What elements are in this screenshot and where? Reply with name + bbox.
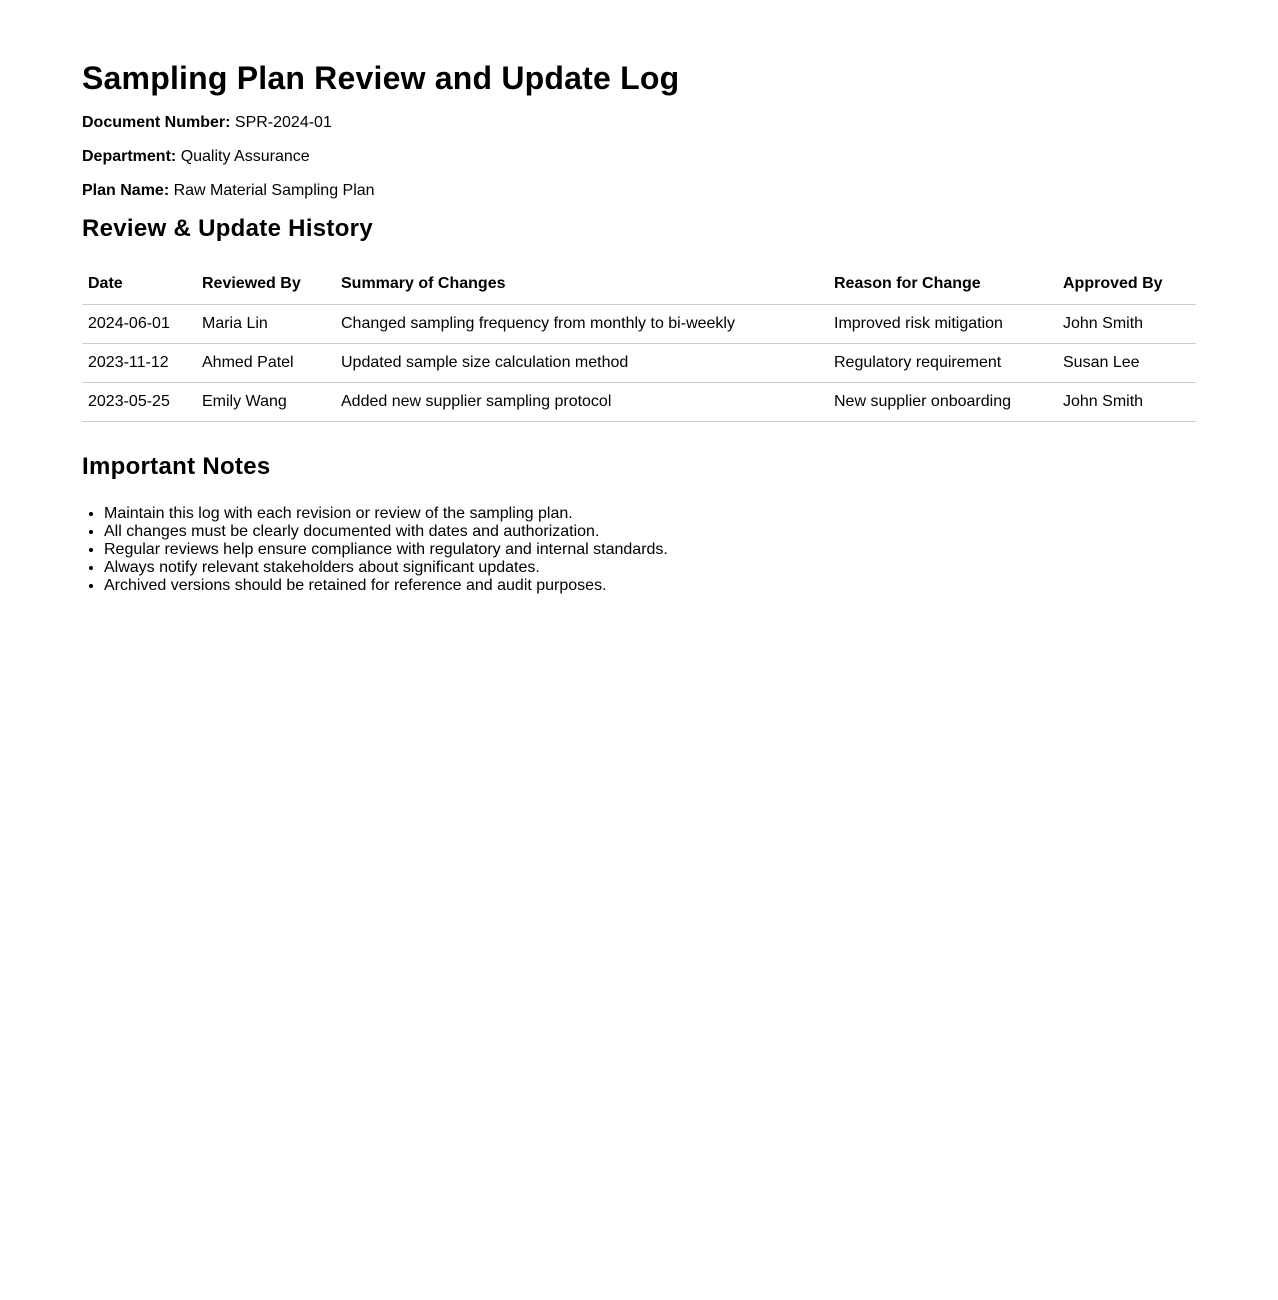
table-row [82, 344, 1196, 383]
meta-label: Department: [82, 148, 177, 165]
cell-reviewed-by: Ahmed Patel [196, 344, 335, 383]
list-item: • Archived versions should be retained for reference and audit purposes. [104, 577, 1196, 595]
meta-value: Quality Assurance [180, 148, 310, 165]
column-header-summary: Summary of Changes [335, 266, 828, 305]
notes-section-title: Important Notes [82, 453, 271, 480]
column-header-reviewed-by: Reviewed By [196, 266, 335, 305]
cell-date: 2023-05-25 [82, 383, 196, 422]
cell-approved-by: Susan Lee [1057, 344, 1196, 383]
list-item: • Maintain this log with each revision or review of the sampling plan. [104, 505, 1196, 523]
meta-label: Plan Name: [82, 182, 170, 199]
table-header-row [82, 266, 1196, 305]
meta-plan-name [82, 182, 1196, 200]
list-item: • Regular reviews help ensure compliance with regulatory and internal standards. [104, 541, 1196, 559]
column-header-reason: Reason for Change [828, 266, 1057, 305]
table-row [82, 383, 1196, 422]
history-table [82, 266, 1196, 422]
list-item: • Always notify relevant stakeholders about significant updates. [104, 559, 1196, 577]
meta-department [82, 148, 1196, 166]
cell-summary: Changed sampling frequency from monthly to bi-weekly [335, 305, 828, 344]
cell-date: 2023-11-12 [82, 344, 196, 383]
notes-list [82, 505, 1196, 595]
list-item: • All changes must be clearly documented with dates and authorization. [104, 523, 1196, 541]
cell-date: 2024-06-01 [82, 305, 196, 344]
column-header-approved-by: Approved By [1057, 266, 1196, 305]
cell-reviewed-by: Maria Lin [196, 305, 335, 344]
table-row [82, 305, 1196, 344]
cell-reason: Regulatory requirement [828, 344, 1057, 383]
cell-approved-by: John Smith [1057, 305, 1196, 344]
cell-reviewed-by: Emily Wang [196, 383, 335, 422]
page-title: Sampling Plan Review and Update Log [82, 60, 680, 96]
meta-label: Document Number: [82, 114, 231, 131]
cell-approved-by: John Smith [1057, 383, 1196, 422]
meta-document-number [82, 114, 1196, 132]
cell-summary: Updated sample size calculation method [335, 344, 828, 383]
cell-reason: New supplier onboarding [828, 383, 1057, 422]
cell-reason: Improved risk mitigation [828, 305, 1057, 344]
meta-value: SPR-2024-01 [234, 114, 332, 131]
document-page [0, 0, 1278, 595]
meta-value: Raw Material Sampling Plan [173, 182, 375, 199]
history-section-title: Review & Update History [82, 215, 373, 242]
column-header-date: Date [82, 266, 196, 305]
cell-summary: Added new supplier sampling protocol [335, 383, 828, 422]
